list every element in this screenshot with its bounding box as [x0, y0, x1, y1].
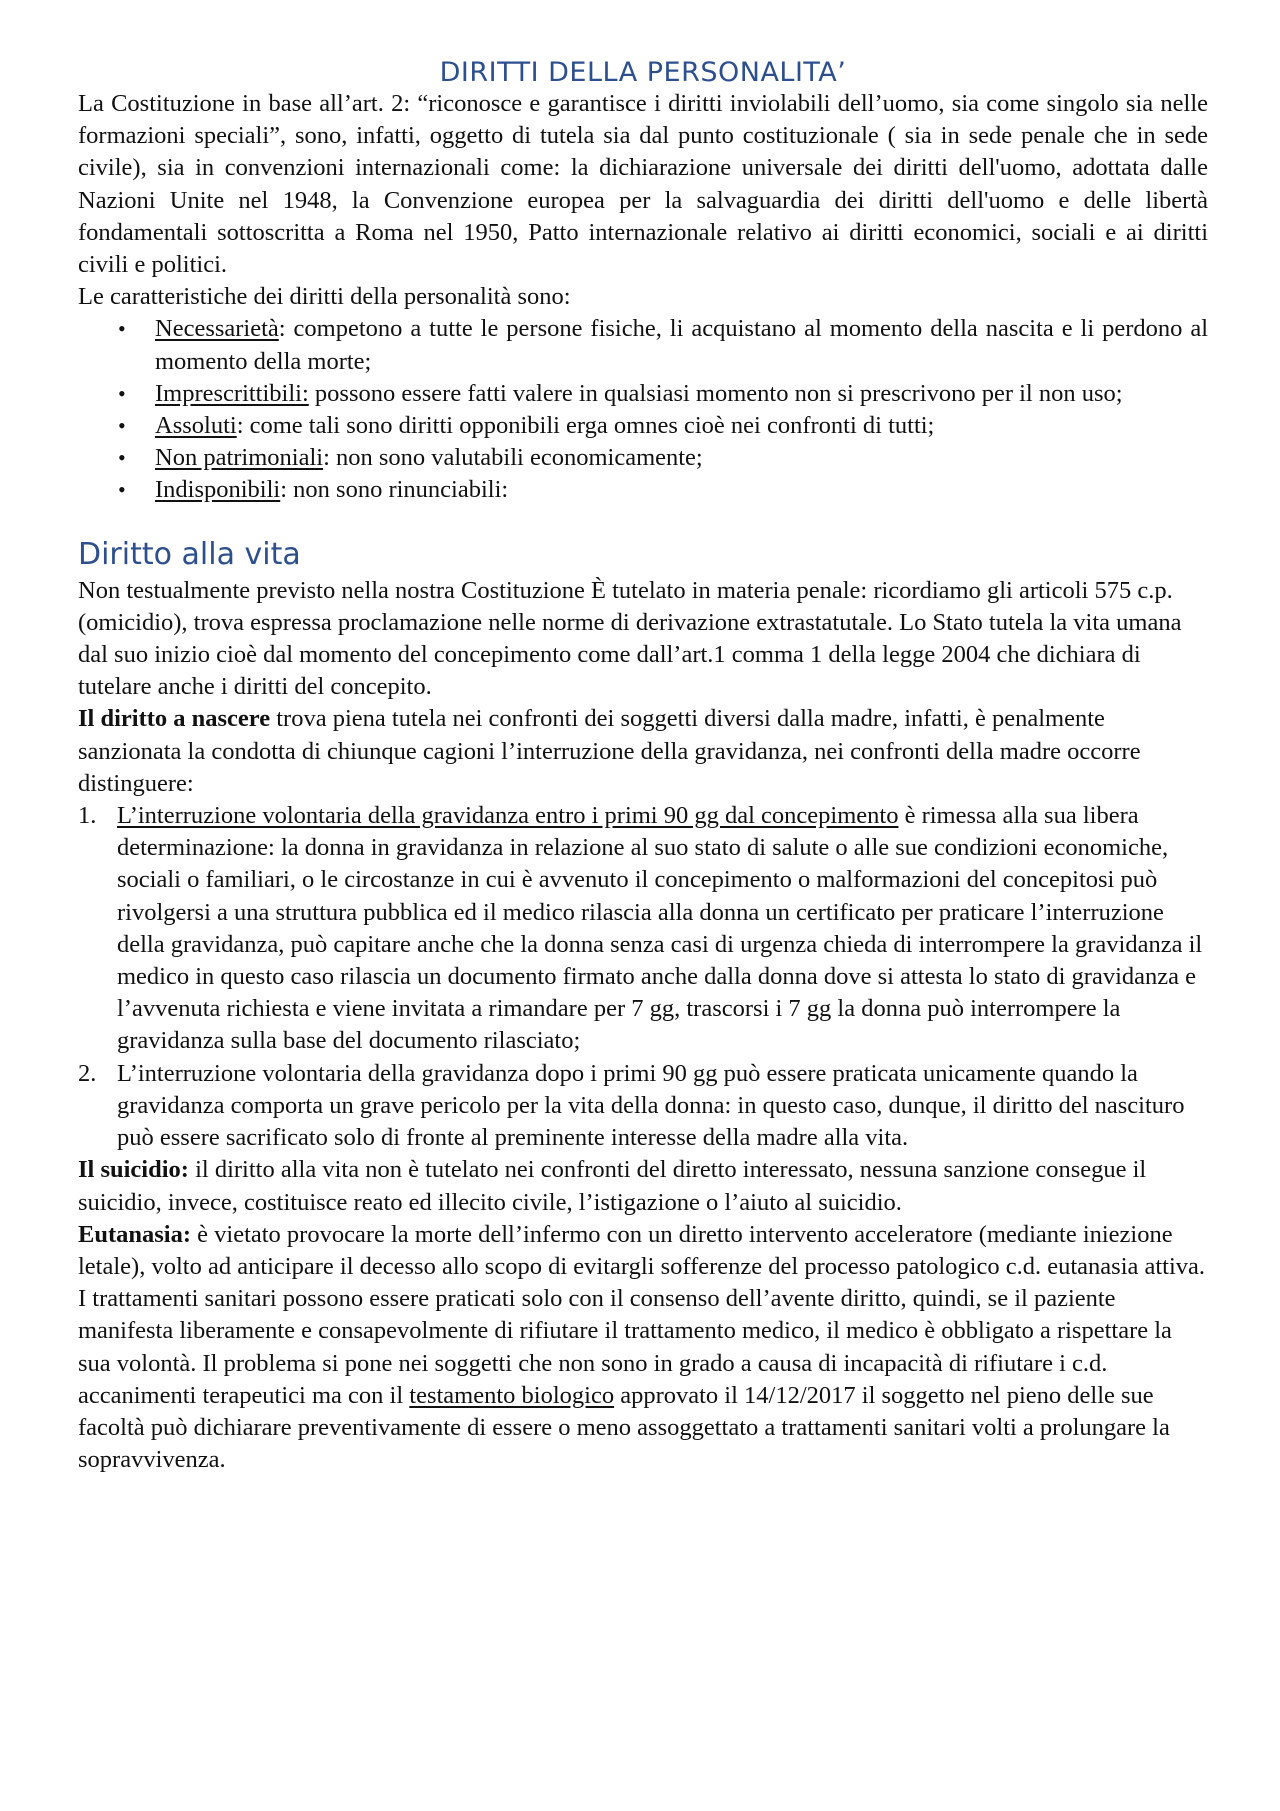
page-title: DIRITTI DELLA PERSONALITA’ [439, 57, 847, 88]
list-number: 2. [78, 1059, 97, 1087]
euthanasia-paragraph [78, 1219, 1208, 1477]
list-item [118, 474, 1208, 506]
bullet-icon: • [118, 477, 126, 503]
characteristic-term: Non patrimoniali [155, 444, 324, 472]
bullet-icon: • [118, 380, 126, 406]
characteristic-text: non sono rinunciabili: [287, 476, 509, 504]
list-item [118, 313, 1208, 377]
suicide-paragraph [78, 1154, 1208, 1218]
bullet-icon: • [118, 316, 126, 342]
characteristic-separator: : [236, 412, 244, 440]
living-will-link: testamento biologico [409, 1381, 615, 1409]
abortion-text: è rimessa alla sua libera determinazione: la donna in gravidanza in relazione al suo stato di salute o alle sue condizioni economiche, sociali o familiari, o le circostanze in cui è avvenuto il concepimento o malformazioni del concepitosi può rivolgersi a una struttura pubblica ed il medico rilascia alla donna un certificato per praticare l’interruzione della gravidanza, può capitare anche che la donna senza casi di urgenza chieda di interrompere la gravidanza il medico in questo caso rilascia un documento firmato anche dalla donna dove si attesta lo stato di gravidanza e l’avvenuta richiesta e viene invitata a rimandare per 7 gg, trascorsi i 7 gg la donna può interrompere la gravidanza sulla base del documento rilasciato; [117, 802, 1203, 1055]
life-paragraph: Non testualmente previsto nella nostra Costituzione È tutelato in materia penale: ricordiamo gli articoli 575 c.p. (omicidio), trova espressa proclamazione nelle norme di derivazione extrastatutale. Lo Stato tutela la vita umana dal suo inizio cioè dal momento del concepimento come dall’art.1 comma 1 della legge 2004 che dichiara di tutelare anche i diritti del concepito. [78, 576, 1182, 701]
characteristic-text: come tali sono diritti opponibili erga omnes cioè nei confronti di tutti; [243, 412, 935, 440]
characteristic-term: Indisponibili [155, 476, 281, 504]
list-item [78, 800, 1208, 1058]
birth-right-text: trova piena tutela nei confronti dei soggetti diversi dalla madre, infatti, è penalmente sanzionata la condotta di chiunque cagioni l’interruzione della gravidanza, nei confronti della madre occorre distinguere: [78, 705, 1141, 797]
bullet-icon: • [118, 445, 126, 471]
list-number: 1. [78, 802, 97, 830]
characteristic-separator: : [278, 315, 286, 343]
characteristics-intro: Le caratteristiche dei diritti della personalità sono: [78, 283, 571, 311]
euthanasia-text: è vietato provocare la morte dell’infermo con un diretto intervento acceleratore (mediante iniezione letale), volto ad anticipare il decesso allo scopo di evitargli sofferenze del processo patologico c.d. eutanasia attiva. I trattamenti sanitari possono essere praticati solo con il consenso dell’avente diritto, quindi, se il paziente manifesta liberamente e consapevolmente di rifiutare il trattamento medico, il medico è obbligato a rispettare la sua volontà. Il problema si pone nei soggetti che non sono in grado a causa di incapacità di rifiutare i c.d. accanimenti terapeutici ma con il [78, 1220, 1206, 1409]
list-item [118, 378, 1208, 410]
characteristic-text: non sono valutabili economicamente; [329, 444, 703, 472]
characteristic-text: competono a tutte le persone fisiche, li acquistano al momento della nascita e li perdono al momento della morte; [155, 315, 1208, 375]
characteristic-term: Necessarietà [155, 315, 279, 343]
suicide-label: Il suicidio: [78, 1156, 189, 1184]
characteristic-text: possono essere fatti valere in qualsiasi momento non si prescrivono per il non uso; [308, 379, 1123, 407]
bullet-icon: • [118, 413, 126, 439]
characteristic-term: Assoluti [155, 412, 237, 440]
characteristic-term: Imprescrittibili: [155, 379, 309, 407]
abortion-text: L’interruzione volontaria della gravidanza dopo i primi 90 gg può essere praticata unicamente quando la gravidanza comporta un grave pericolo per la vita della donna: in questo caso, dunque, il diritto del nascituro può essere sacrificato solo di fronte al preminente interesse della madre alla vita. [117, 1059, 1185, 1152]
characteristic-separator: : [280, 476, 288, 504]
characteristic-separator: : [323, 444, 330, 472]
euthanasia-label: Eutanasia: [78, 1220, 192, 1248]
characteristics-list [78, 313, 1208, 506]
document-page [78, 56, 1208, 1476]
suicide-text: il diritto alla vita non è tutelato nei confronti del diretto interessato, nessuna sanzione consegue il suicidio, invece, costituisce reato ed illecito civile, l’istigazione o l’aiuto al suicidio. [78, 1156, 1147, 1216]
birth-right-paragraph [78, 703, 1208, 800]
intro-paragraph: La Costituzione in base all’art. 2: “riconosce e garantisce i diritti inviolabili dell’uomo, sia come singolo sia nelle formazioni speciali”, sono, infatti, oggetto di tutela sia dal punto costituzionale ( sia in sede penale che in sede civile), sia in convenzioni internazionali come: la dichiarazione universale dei diritti dell'uomo, adottata dalle Nazioni Unite nel 1948, la Convenzione europea per la salvaguardia dei diritti dell'uomo e delle libertà fondamentali sottoscritta a Roma nel 1950, Patto internazionale relativo ai diritti economici, sociali e ai diritti civili e politici. [78, 90, 1208, 279]
euthanasia-text-end: approvato il 14/12/2017 il soggetto nel pieno delle sue facoltà può dichiarare preventivamente di essere o meno assoggettato a trattamenti sanitari volti a prolungare la sopravvivenza. [78, 1381, 1170, 1474]
abortion-list [78, 800, 1208, 1154]
abortion-term: L’interruzione volontaria della gravidanza entro i primi 90 gg dal concepimento [117, 802, 899, 830]
section-heading: Diritto alla vita [78, 536, 301, 572]
list-item [118, 442, 1208, 474]
birth-right-label: Il diritto a nascere [78, 705, 271, 733]
list-item [118, 410, 1208, 442]
list-item [78, 1058, 1208, 1155]
